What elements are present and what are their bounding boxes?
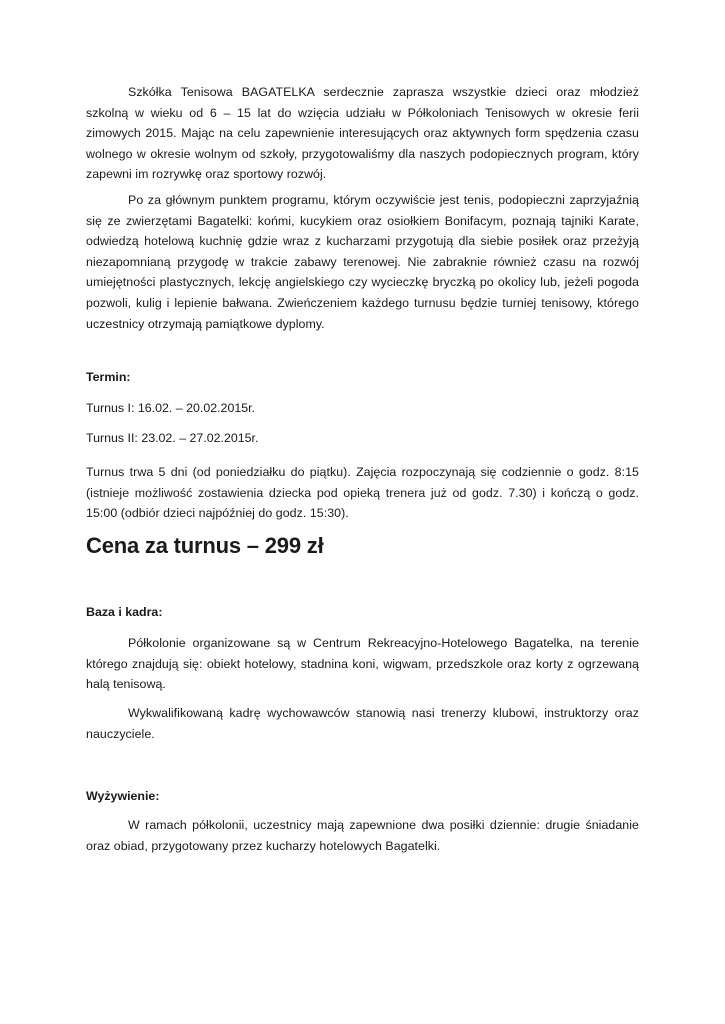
base-heading: Baza i kadra: xyxy=(86,605,163,619)
base-paragraph-2-block xyxy=(86,703,639,744)
intro-paragraph-2: Po za głównym punktem programu, którym oczywiście jest tenis, podopieczni zaprzyjaźnią się ze zwierzętami Bagatelki: końmi, kucykiem oraz osiołkiem Bonifacym, poznają tajniki Karate, odwiedzą hotelową kuchnię gdzie wraz z kucharzami przygotują dla siebie posiłek oraz przeżyją niezapomnianą przygodę w trakcie zabawy terenowej. Nie zabraknie również czasu na rozwój umiejętności plastycznych, lekcję angielskiego czy wycieczkę bryczką po okolicy lub, jeżeli pogoda pozwoli, kulig i lepienie bałwana. Zwieńczeniem każdego turnusu będzie turniej tenisowy, którego uczestnicy otrzymają pamiątkowe dyplomy. xyxy=(86,193,639,331)
intro-paragraph-1: Szkółka Tenisowa BAGATELKA serdecznie zaprasza wszystkie dzieci oraz młodzież szkolną w wieku od 6 – 15 lat do wzięcia udziału w Półkoloniach Tenisowych w okresie ferii zimowych 2015. Mając na celu zapewnienie interesujących oraz aktywnych form spędzenia czasu wolnego w okresie wolnym od szkoły, przygotowaliśmy dla naszych podopiecznych program, który zapewni im rozrywkę oraz sportowy rozwój. xyxy=(86,85,639,182)
food-heading: Wyżywienie: xyxy=(86,789,160,803)
base-paragraph-1-block xyxy=(86,633,639,695)
term-details-block xyxy=(86,462,639,524)
turnus-2-dates: Turnus II: 23.02. – 27.02.2015r. xyxy=(86,431,259,445)
base-paragraph-2: Wykwalifikowaną kadrę wychowawców stanowią nasi trenerzy klubowi, instruktorzy oraz nauczyciele. xyxy=(86,706,639,741)
intro-paragraph-2-block xyxy=(86,190,639,334)
term-details: Turnus trwa 5 dni (od poniedziałku do piątku). Zajęcia rozpoczynają się codziennie o godz. 8:15 (istnieje możliwość zostawienia dziecka pod opieką trenera już od godz. 7.30) i kończą o godz. 15:00 (odbiór dzieci najpóźniej do godz. 15:30). xyxy=(86,465,639,521)
intro-paragraph-1-block xyxy=(86,82,639,185)
term-heading: Termin: xyxy=(86,370,131,384)
food-paragraph-1-block xyxy=(86,815,639,856)
food-paragraph-1: W ramach półkolonii, uczestnicy mają zapewnione dwa posiłki dziennie: drugie śniadanie oraz obiad, przygotowany przez kucharzy hotelowych Bagatelki. xyxy=(86,818,639,853)
base-paragraph-1: Półkolonie organizowane są w Centrum Rekreacyjno-Hotelowego Bagatelka, na terenie którego znajdują się: obiekt hotelowy, stadnina koni, wigwam, przedszkole oraz korty z ogrzewaną halą tenisową. xyxy=(86,636,639,692)
price-heading: Cena za turnus – 299 zł xyxy=(86,533,324,558)
turnus-1-dates: Turnus I: 16.02. – 20.02.2015r. xyxy=(86,401,255,415)
